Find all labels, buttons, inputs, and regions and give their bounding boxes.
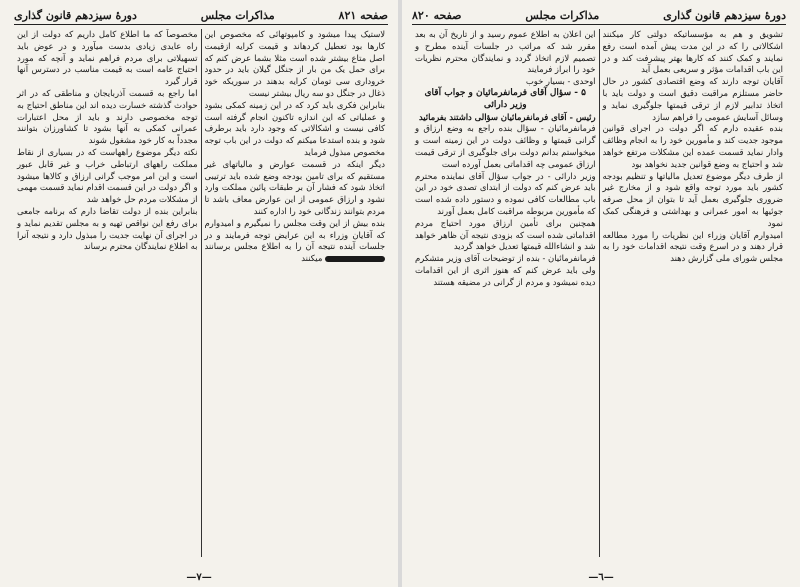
right-page-right-column [600,29,787,557]
left-page-columns [14,29,388,557]
left-journal-title: مذاکرات مجلس [200,9,275,22]
paragraph: بنابراین بنده از دولت تقاضا دارم که برنامه جامعی برای رفع این نواقص تهیه و به مجلس تقدیم نماید و در اجرای آن نهایت جدیت را مبذول دارد و نتیجه آنرا به اطلاع نمایندگان محترم برساند [17,205,198,252]
left-page-number: صفحه ۸۲۱ [338,9,388,22]
handwritten-strikeout [325,256,385,262]
right-page-left-column [412,29,599,557]
right-page-columns [412,29,786,557]
paragraph: فرمانفرمائیان - بنده از توضیحات آقای وزیر متشکرم ولی باید عرض کنم که هنوز اثری از این اقدامات دیده نمیشود و مردم از گرانی در مضیقه هستند [415,253,596,287]
right-page [402,0,800,587]
paragraph: وزیر دارائی - در جواب سؤال آقای نماینده محترم باید عرض کنم که دولت از ابتدای تصدی خود در این باب مطالعات کافی نموده و دستور داده شده است که مأمورین مربوطه مراقبت کامل بعمل آورند [415,170,596,216]
speaker-line: رئیس - آقای فرمانفرمائیان سؤالی داشتند بفرمائید [418,111,596,122]
paragraph [205,218,386,265]
left-session-title: دورهٔ سیزدهم قانون گذاری [14,9,137,22]
left-page-footer: —٧— [186,572,212,583]
paragraph: اوحدی - بسیار خوب [525,76,596,87]
paragraph: بنده عقیده دارم که اگر دولت در اجرای قوانین موجود جدیت کند و مأمورین خود را به انجام وظائف وادار نماید قسمت عمده این مشکلات مرتفع خواهد شد و احتیاج به وضع قوانین جدید نخواهد بود [602,123,783,169]
right-page-header [412,8,786,25]
paragraph: لاستیک پیدا میشود و کامپوتهائی که مخصوص این کارها بود تعطیل کردهاند و قیمت کرایه ازقیمت اصل متاع بیشتر شده است مثلا بشما عرض کنم که برای حمل یک من بار از جنگل گیلان باید در حدود خروداری سی تومان کرایه بدهند در سوریکه خود ذغال در جنگل دو سه ریال بیشتر نیست [204,29,385,98]
paragraph: این اعلان به اطلاع عموم رسید و از تاریخ آن به بعد مقرر شد که مراتب در جلسات آینده مطرح و تصمیم لازم اتخاذ گردد و نمایندگان محترم نظریات خود را ابراز فرمایند [415,29,596,75]
left-page-left-column [14,29,201,557]
paragraph: فرمانفرمائیان - سؤال بنده راجع به وضع ارزاق و گرانی قیمتها و وظائف دولت در این زمینه است و میخواستم بدانم دولت برای جلوگیری از ترقی قیمت ارزاق عمومی چه اقداماتی بعمل آورده است [415,123,596,169]
column-rule [599,29,600,557]
right-journal-title: مذاکرات مجلس [525,9,600,22]
left-page-right-column [202,29,389,557]
column-rule [201,29,202,557]
right-page-number: صفحه ۸۲۰ [412,9,462,22]
paragraph: اما راجع به قسمت آذربایجان و مناطقی که در اثر حوادث گذشته خسارت دیده اند این مناطق احتیاج به توجه مخصوصی دارند و باید از محل اعتبارات عمرانی کمکی به آنها بشود تا کشاورزان بتوانند مجدداً به کار خود مشغول شوند [17,87,198,146]
paragraph: تشویق و هم به مؤسساتیکه دولتی کار میکنند اشکالاتی را که در این مدت پیش آمده است رفع نمایند و کمک کنند که کارها بهتر پیشرفت کند و در این باب اقدامات مؤثر و سریعی بعمل آید [602,29,783,75]
scribble-word: میکنند [301,253,323,264]
paragraph: نکته دیگر موضوع راههاست که در بسیاری از نقاط مملکت راههای ارتباطی خراب و غیر قابل عبور است و این امر موجب گرانی ارزاق و کالاها میشود و اگر دولت در این قسمت اقدام نماید قسمت مهمی از مشکلات مردم حل خواهد شد [17,146,198,205]
section-heading: ۵ - سؤال آقای فرمانفرمائیان و جواب آقای وزیر دارائی [424,87,586,110]
paragraph: آقایان توجه دارند که وضع اقتصادی کشور در حال حاضر مستلزم مراقبت دقیق است و دولت باید با اتخاذ تدابیر لازم از ترقی قیمتها جلوگیری نماید و وسائل آسایش عمومی را فراهم سازد [602,76,783,122]
paragraph: از طرف دیگر موضوع تعدیل مالیاتها و تنظیم بودجه کشور باید مورد توجه واقع شود و از مخارج غیر ضروری جلوگیری بعمل آید تا بتوان از محل صرفه جوئیها به امور عمرانی و بهداشتی و فرهنگی کمک نمود [602,170,783,228]
right-session-title: دورهٔ سیزدهم قانون گذاری [663,9,786,22]
paragraph: دیگر اینکه در قسمت عوارض و مالیاتهای غیر مستقیم که برای تامین بودجه وضع شده باید ترتیبی اتخاذ شود که فشار آن بر طبقات پائین مملکت وارد نشود و ارزاق عمومی از این عوارض معاف باشد تا مردم بتوانند زندگانی خود را اداره کنند [204,158,385,216]
left-page [0,0,398,587]
paragraph: امیدوارم آقایان وزراء این نظریات را مورد مطالعه قرار دهند و در اسرع وقت نتیجه اقدامات خود را به مجلس شورای ملی گزارش دهند [602,229,783,264]
right-page-footer: —٦— [588,572,614,583]
left-page-header [14,8,388,25]
paragraph: مخصوصاً که ما اطلاع کامل داریم که دولت از این راه عایدی زیادی بدست میآورد و در عوض باید تسهیلاتی برای مردم فراهم نماید و آنچه که مورد احتیاج عامه است به قیمت مناسب در دسترس آنها قرار گیرد [17,29,198,87]
paragraph-text: بنده بیش از این وقت مجلس را نمیگیرم و امیدوارم که آقایان وزراء به این عرایض توجه فرمایند و در جلسات آینده نتیجه آن را به اطلاع مجلس برسانند [204,217,385,252]
paragraph: همچنین برای تأمین ارزاق مورد احتیاج مردم اقداماتی شده است که بزودی نتیجه آن ظاهر خواهد شد و انشاءالله قیمتها تعدیل خواهد گردید [415,217,596,252]
paragraph: بنابراین فکری باید کرد که در این زمینه کمکی بشود و عملیاتی که این اندازه تاکنون انجام گرفته است کافی نیست و اشکالاتی که وجود دارد باید برطرف شود و بنده استدعا میکنم که دولت در این باب توجه مخصوص مبذول فرماید [204,99,385,157]
